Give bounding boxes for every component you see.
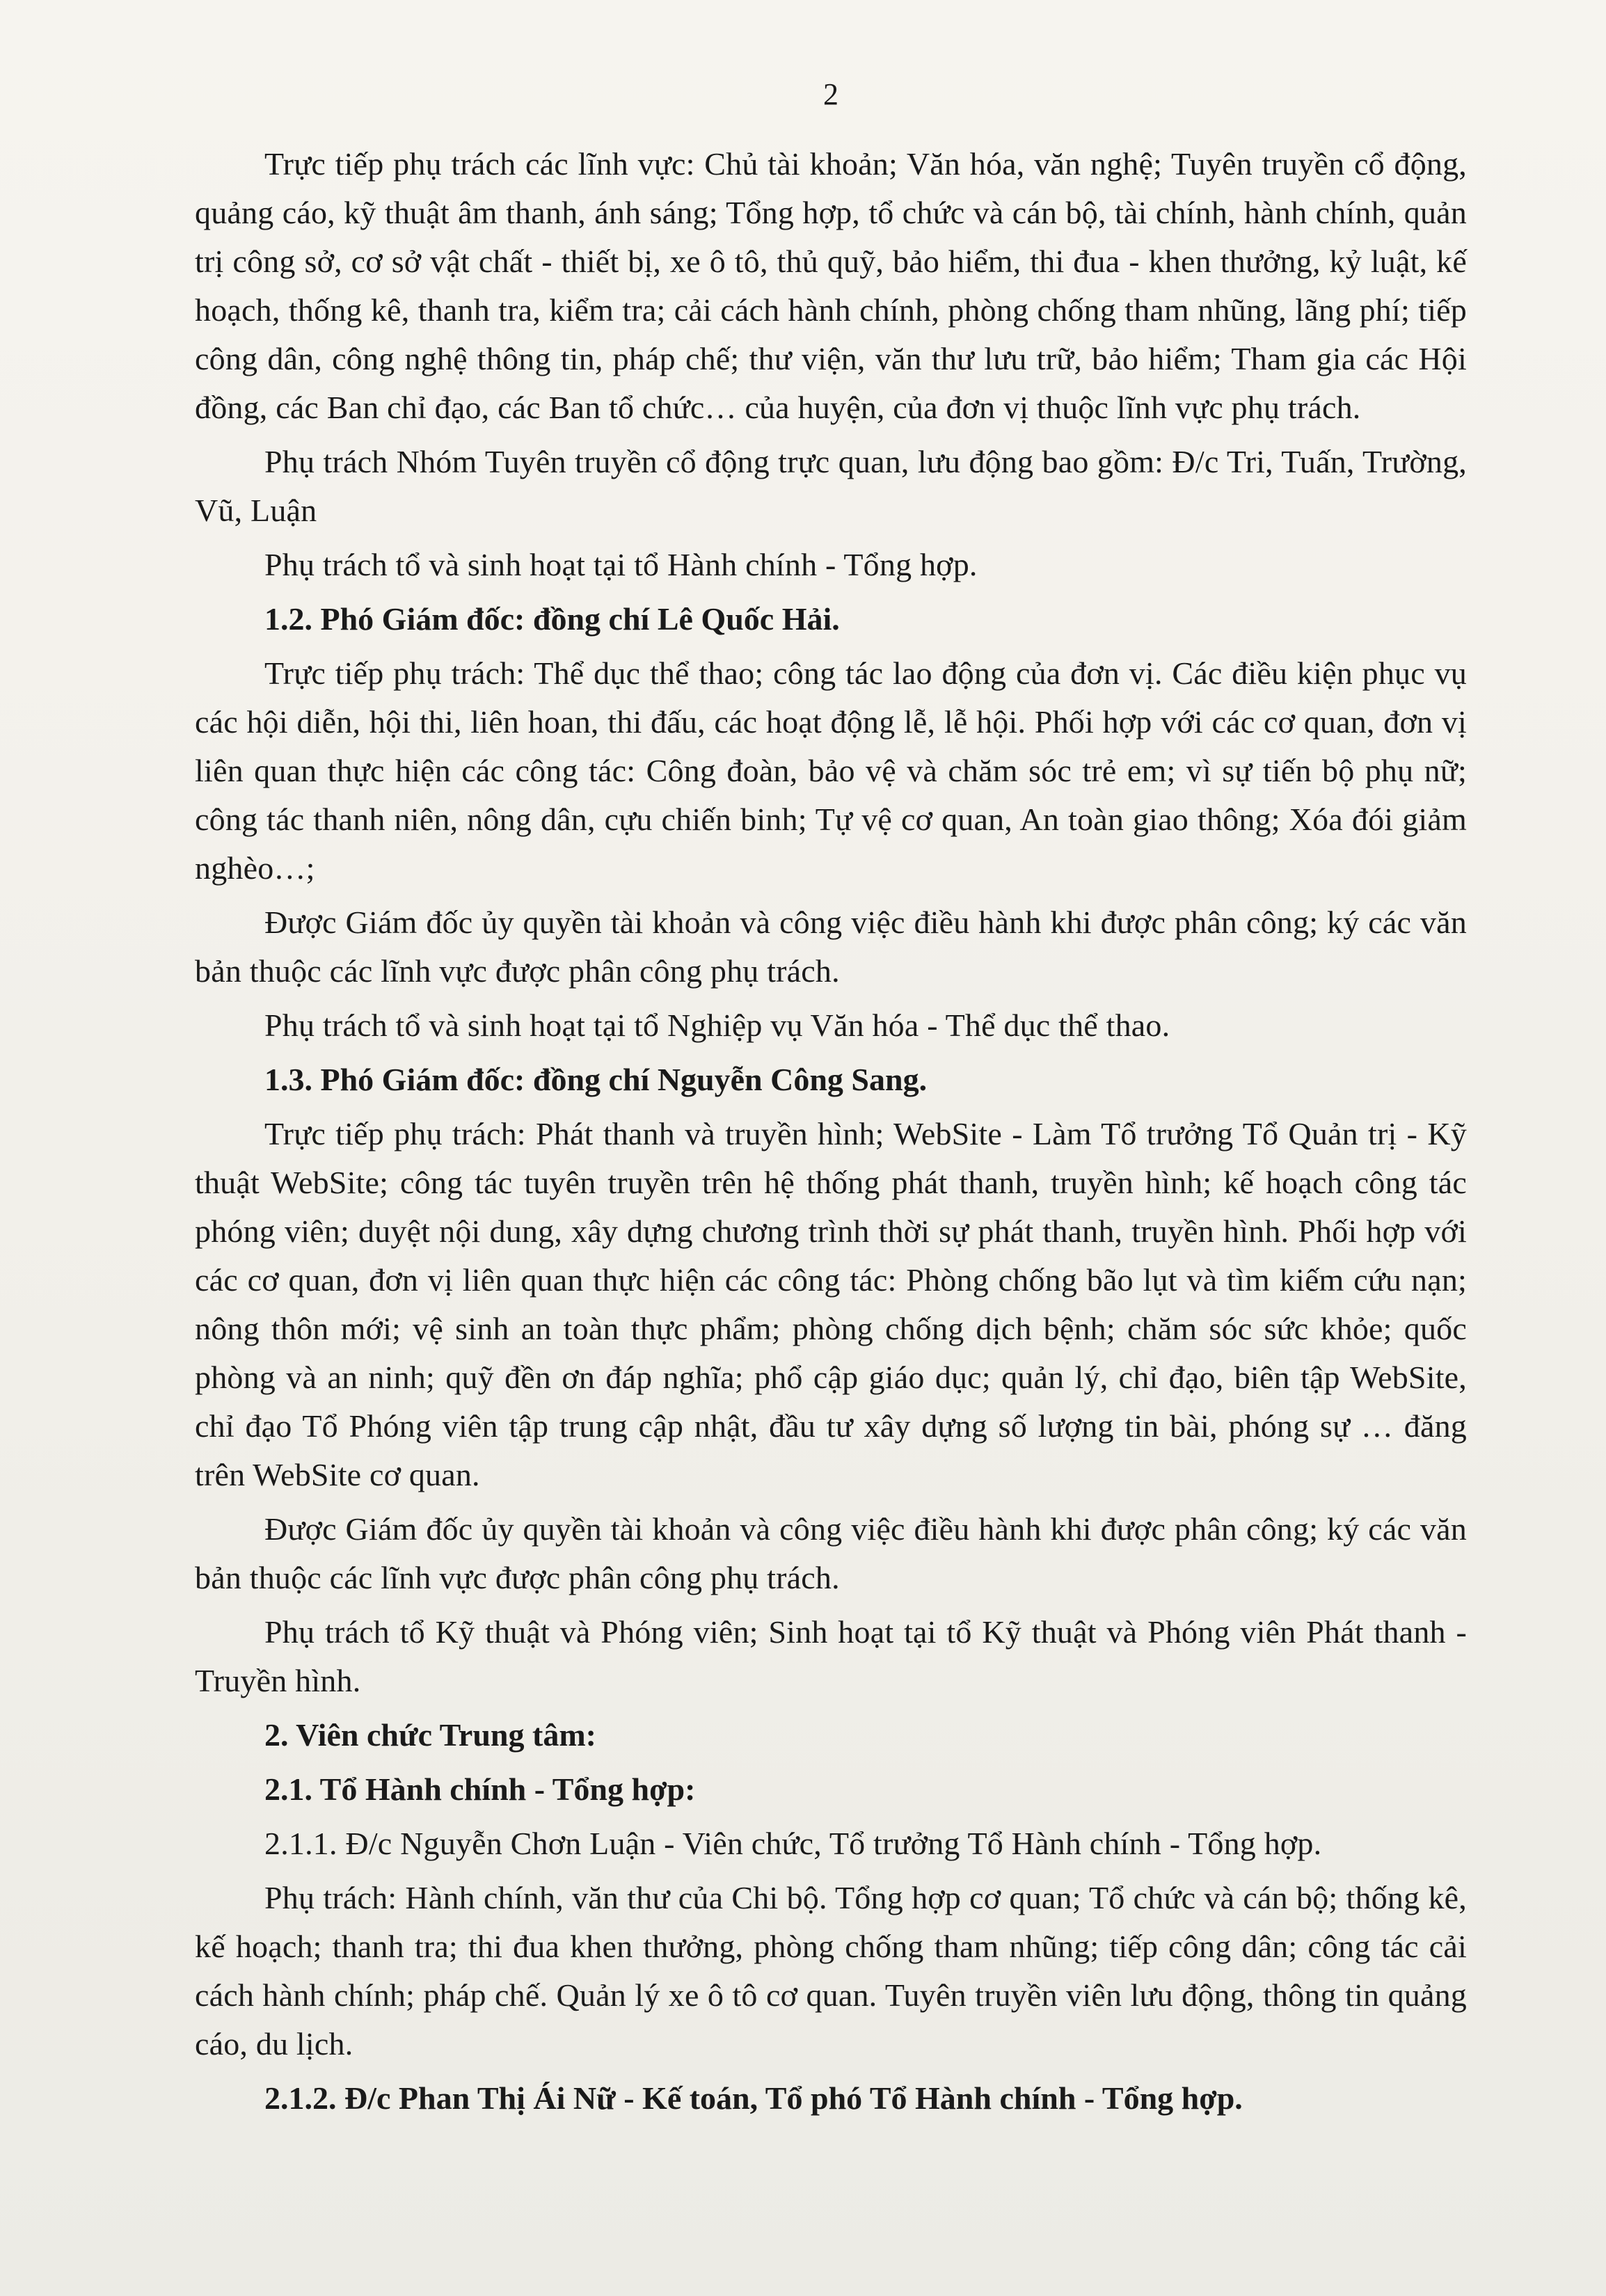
paragraph-1: Trực tiếp phụ trách các lĩnh vực: Chủ tài khoản; Văn hóa, văn nghệ; Tuyên truyền cổ động, quảng cáo, kỹ thuật âm thanh, ánh sáng; Tổng hợp, tổ chức và cán bộ, tài chính, hành chính, quản trị công sở, cơ sở vật chất - thiết bị, xe ô tô, thủ quỹ, bảo hiểm, thi đua - khen thưởng, kỷ luật, kế hoạch, thống kê, thanh tra, kiểm tra; cải cách hành chính, phòng chống tham nhũng, lãng phí; tiếp công dân, công nghệ thông tin, pháp chế; thư viện, văn thư lưu trữ, bảo hiểm; Tham gia các Hội đồng, các Ban chỉ đạo, các Ban tổ chức… của huyện, của đơn vị thuộc lĩnh vực phụ trách.: [195, 146, 1467, 425]
paragraph-7: Trực tiếp phụ trách: Phát thanh và truyền hình; WebSite - Làm Tổ trưởng Tổ Quản trị - Kỹ thuật WebSite; công tác tuyên truyền trên hệ thống phát thanh, truyền hình; kế hoạch công tác phóng viên; duyệt nội dung, xây dựng chương trình thời sự phát thanh, truyền hình. Phối hợp với các cơ quan, đơn vị liên quan thực hiện các công tác: Phòng chống bão lụt và tìm kiếm cứu nạn; nông thôn mới; vệ sinh an toàn thực phẩm; phòng chống dịch bệnh; chăm sóc sức khỏe; quốc phòng và an ninh; quỹ đền ơn đáp nghĩa; phổ cập giáo dục; quản lý, chỉ đạo, biên tập WebSite, chỉ đạo Tổ Phóng viên tập trung cập nhật, đầu tư xây dựng số lượng tin bài, phóng sự … đăng trên WebSite cơ quan.: [195, 1116, 1467, 1492]
page-number: 2: [823, 77, 838, 111]
paragraph-2: Phụ trách Nhóm Tuyên truyền cổ động trực quan, lưu động bao gồm: Đ/c Tri, Tuấn, Trường, Vũ, Luận: [195, 444, 1467, 528]
paragraph-5: Được Giám đốc ủy quyền tài khoản và công việc điều hành khi được phân công; ký các văn bản thuộc các lĩnh vực được phân công phụ trách.: [195, 904, 1467, 989]
section-heading-2-1-2: 2.1.2. Đ/c Phan Thị Ái Nữ - Kế toán, Tổ phó Tổ Hành chính - Tổng hợp.: [264, 2080, 1243, 2116]
paragraph-8: Được Giám đốc ủy quyền tài khoản và công việc điều hành khi được phân công; ký các văn bản thuộc các lĩnh vực được phân công phụ trách.: [195, 1511, 1467, 1595]
paragraph-9: Phụ trách tổ Kỹ thuật và Phóng viên; Sinh hoạt tại tổ Kỹ thuật và Phóng viên Phát thanh - Truyền hình.: [195, 1614, 1467, 1698]
section-heading-1-2: 1.2. Phó Giám đốc: đồng chí Lê Quốc Hải.: [264, 601, 840, 637]
paragraph-3: Phụ trách tổ và sinh hoạt tại tổ Hành chính - Tổng hợp.: [264, 547, 978, 582]
section-heading-2-1: 2.1. Tổ Hành chính - Tổng hợp:: [264, 1771, 696, 1807]
paragraph-4: Trực tiếp phụ trách: Thể dục thể thao; công tác lao động của đơn vị. Các điều kiện phục vụ các hội diễn, hội thi, liên hoan, thi đấu, các hoạt động lễ, lễ hội. Phối hợp với các cơ quan, đơn vị liên quan thực hiện các công tác: Công đoàn, bảo vệ và chăm sóc trẻ em; vì sự tiến bộ phụ nữ; công tác thanh niên, nông dân, cựu chiến binh; Tự vệ cơ quan, An toàn giao thông; Xóa đói giảm nghèo…;: [195, 655, 1467, 886]
paragraph-11: Phụ trách: Hành chính, văn thư của Chi bộ. Tổng hợp cơ quan; Tổ chức và cán bộ; thống kê, kế hoạch; thanh tra; thi đua khen thưởng, phòng chống tham nhũng; tiếp công dân; công tác cải cách hành chính; pháp chế. Quản lý xe ô tô cơ quan. Tuyên truyền viên lưu động, thông tin quảng cáo, du lịch.: [195, 1880, 1467, 2062]
section-heading-1-3: 1.3. Phó Giám đốc: đồng chí Nguyễn Công Sang.: [264, 1062, 928, 1097]
paragraph-10: 2.1.1. Đ/c Nguyễn Chơn Luận - Viên chức, Tổ trưởng Tổ Hành chính - Tổng hợp.: [264, 1826, 1322, 1861]
paragraph-6: Phụ trách tổ và sinh hoạt tại tổ Nghiệp vụ Văn hóa - Thể dục thể thao.: [264, 1007, 1170, 1043]
section-heading-2: 2. Viên chức Trung tâm:: [264, 1717, 596, 1753]
